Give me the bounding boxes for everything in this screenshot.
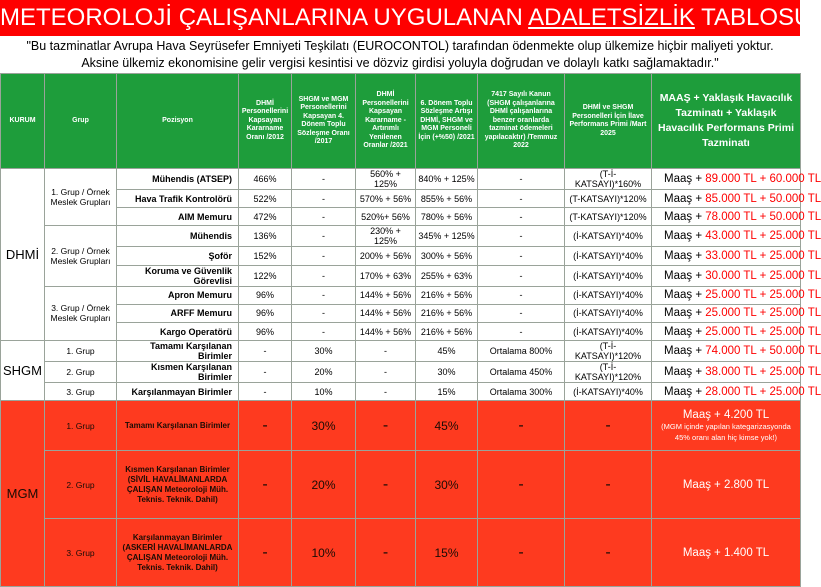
value-cell: - <box>292 265 356 286</box>
value-cell: 780% + 56% <box>416 208 478 226</box>
table-row <box>1 401 801 451</box>
value-cell: 30% <box>292 401 356 451</box>
total-cell <box>652 265 821 286</box>
value-cell: - <box>478 208 565 226</box>
value-cell: 10% <box>292 519 356 587</box>
table-row <box>1 208 801 226</box>
maas-label: Maaş + <box>664 230 703 243</box>
value-cell: - <box>478 322 565 340</box>
table-row <box>1 247 801 265</box>
value-cell: (İ-KATSAYI)*40% <box>565 304 652 322</box>
kurum-cell: MGM <box>1 401 45 587</box>
value-cell: 170% + 63% <box>356 265 416 286</box>
total-cell <box>652 208 821 226</box>
value-cell: 200% + 56% <box>356 247 416 265</box>
tazminat-amount: 89.000 TL <box>705 173 757 185</box>
plus-sign: + <box>759 192 767 205</box>
maas-label: Maaş <box>682 478 711 491</box>
maas-label: Maaş <box>682 546 711 559</box>
tazminat-amount: 85.000 TL <box>705 192 757 205</box>
total-cell <box>652 451 801 519</box>
tazminat-amount: 25.000 TL <box>705 289 757 302</box>
kurum-cell: SHGM <box>1 341 45 401</box>
prim-amount: 50.000 TL <box>769 345 821 358</box>
value-cell: - <box>478 190 565 208</box>
subtitle-line-2: Aksine ülkemiz ekonomisine gelir vergisi kesintisi ve dözviz girdisi yoluyla doğrudan ve dolaylı katkı sağlamaktadır." <box>81 56 719 70</box>
maas-label: Maaş + <box>664 385 703 398</box>
header-2012: DHMİ Personellerini Kapsayan Kararname Oranı /2012 <box>239 74 292 169</box>
value-cell: 152% <box>239 247 292 265</box>
value-cell: (T-İ-KATSAYI)*120% <box>565 362 652 383</box>
value-cell: - <box>239 451 292 519</box>
grup-cell: 3. Grup <box>45 383 117 401</box>
pozisyon-cell: Koruma ve Güvenlik Görevlisi <box>117 265 239 286</box>
tazminat-amount: 30.000 TL <box>705 269 757 282</box>
value-cell: 45% <box>416 341 478 362</box>
prim-amount: 25.000 TL <box>769 230 821 243</box>
pozisyon-cell: ARFF Memuru <box>117 304 239 322</box>
prim-amount: 50.000 TL <box>769 192 821 205</box>
maas-label: Maaş + <box>664 192 703 205</box>
table-row <box>1 265 801 286</box>
value-cell: - <box>239 341 292 362</box>
total-cell <box>652 519 801 587</box>
maas-label: Maaş + <box>664 173 703 185</box>
value-cell: 10% <box>292 383 356 401</box>
header-pozisyon: Pozisyon <box>117 74 239 169</box>
pozisyon-cell: Tamamı Karşılanan Birimler <box>117 341 239 362</box>
tazminat-amount: + 2.800 TL <box>714 478 770 491</box>
header-2021a: DHMİ Personellerini Kapsayan Kararname - Artırımlı Yenilenen Oranlar /2021 <box>356 74 416 169</box>
pozisyon-cell: Mühendis <box>117 226 239 247</box>
total-cell <box>652 226 821 247</box>
value-cell: 144% + 56% <box>356 286 416 304</box>
value-cell: - <box>478 226 565 247</box>
note-text: (MGM içinde yapılan kategarizasyonda 45% oranı alan hiç kimse yok!) <box>661 421 791 442</box>
grup-cell: 2. Grup <box>45 362 117 383</box>
grup-cell: 1. Grup <box>45 341 117 362</box>
value-cell: - <box>292 247 356 265</box>
value-cell: 522% <box>239 190 292 208</box>
prim-amount: 25.000 TL <box>769 269 821 282</box>
maas-label: Maaş + <box>664 269 703 282</box>
value-cell: 570% + 56% <box>356 190 416 208</box>
value-cell: 300% + 56% <box>416 247 478 265</box>
value-cell: - <box>478 304 565 322</box>
value-cell: - <box>239 362 292 383</box>
value-cell: (T-İ-KATSAYI)*120% <box>565 341 652 362</box>
plus-sign: + <box>759 269 767 282</box>
tazminat-amount: 43.000 TL <box>705 230 757 243</box>
value-cell: 30% <box>416 362 478 383</box>
value-cell: 472% <box>239 208 292 226</box>
maas-label: Maaş + <box>664 210 703 223</box>
page-title: METEOROLOJİ ÇALIŞANLARINA UYGULANAN ADALETSİZLİK TABLOSU <box>0 0 800 36</box>
value-cell: - <box>478 286 565 304</box>
value-cell: - <box>292 190 356 208</box>
value-cell: - <box>478 519 565 587</box>
prim-amount: 25.000 TL <box>769 366 821 379</box>
total-cell <box>652 322 821 340</box>
comparison-table <box>0 73 821 587</box>
header-2022: 7417 Sayılı Kanun (SHGM çalışanlarına DHMİ çalışanlarına benzer oranlarda tazminat ödemeleri yapılacaktır) /Temmuz 2022 <box>478 74 565 169</box>
maas-label: Maaş + <box>664 249 703 262</box>
value-cell: 20% <box>292 362 356 383</box>
value-cell: - <box>239 401 292 451</box>
value-cell: 45% <box>416 401 478 451</box>
pozisyon-cell: Kargo Operatörü <box>117 322 239 340</box>
pozisyon-cell: AIM Memuru <box>117 208 239 226</box>
pozisyon-cell: Kısmen Karşılanan Birimler (SİVİL HAVALİMANLARDA ÇALIŞAN Meteoroloji Müh. Teknis. Teknik. Dahil) <box>117 451 239 519</box>
grup-cell: 1. Grup / Örnek Meslek Grupları <box>45 169 117 226</box>
grup-cell: 2. Grup / Örnek Meslek Grupları <box>45 226 117 286</box>
header-2021b: 6. Dönem Toplu Sözleşme Artışı DHMİ, SHGM ve MGM Personeli İçin (+%50) /2021 <box>416 74 478 169</box>
total-cell <box>652 401 801 451</box>
header-total: MAAŞ + Yaklaşık Havacılık Tazminatı + Yaklaşık Havacılık Performans Primi Tazminatı <box>652 74 801 169</box>
value-cell: (T-KATSAYI)*120% <box>565 208 652 226</box>
value-cell: (İ-KATSAYI)*40% <box>565 265 652 286</box>
value-cell: 96% <box>239 304 292 322</box>
value-cell: - <box>356 362 416 383</box>
value-cell: - <box>565 451 652 519</box>
maas-label: Maaş + <box>664 289 703 302</box>
table-row <box>1 383 801 401</box>
header-2017: SHGM ve MGM Personellerini Kapsayan 4. Dönem Toplu Sözleşme Oranı /2017 <box>292 74 356 169</box>
maas-label: Maaş + <box>664 307 703 320</box>
tazminat-amount: 25.000 TL <box>705 325 757 338</box>
value-cell: 30% <box>292 341 356 362</box>
value-cell: (İ-KATSAYI)*40% <box>565 247 652 265</box>
plus-sign: + <box>759 385 767 398</box>
total-cell <box>652 247 821 265</box>
plus-sign: + <box>759 307 767 320</box>
value-cell: 96% <box>239 286 292 304</box>
table-row <box>1 362 801 383</box>
grup-cell: 2. Grup <box>45 451 117 519</box>
value-cell: (T-KATSAYI)*120% <box>565 190 652 208</box>
maas-label: Maaş + <box>664 366 703 379</box>
value-cell: Ortalama 450% <box>478 362 565 383</box>
tazminat-amount: 38.000 TL <box>705 366 757 379</box>
subtitle-line-1: "Bu tazminatlar Avrupa Hava Seyrüsefer Emniyeti Teşkilatı (EUROCONTOL) tarafından ödenmekte olup ülkemize hiçbir maliyeti yoktur. <box>26 39 774 53</box>
value-cell: 15% <box>416 519 478 587</box>
table-row <box>1 169 801 190</box>
value-cell: - <box>292 169 356 190</box>
value-cell: 216% + 56% <box>416 322 478 340</box>
pozisyon-cell: Tamamı Karşılanan Birimler <box>117 401 239 451</box>
value-cell: 840% + 125% <box>416 169 478 190</box>
plus-sign: + <box>759 210 767 223</box>
value-cell: 15% <box>416 383 478 401</box>
plus-sign: + <box>759 345 767 358</box>
value-cell: - <box>356 401 416 451</box>
table-row <box>1 304 801 322</box>
value-cell: - <box>478 401 565 451</box>
value-cell: - <box>292 304 356 322</box>
table-row <box>1 226 801 247</box>
value-cell: - <box>239 519 292 587</box>
value-cell: 96% <box>239 322 292 340</box>
total-cell <box>652 341 821 362</box>
value-cell: 466% <box>239 169 292 190</box>
prim-amount: 25.000 TL <box>769 307 821 320</box>
plus-sign: + <box>759 230 767 243</box>
pozisyon-cell: Hava Trafik Kontrolörü <box>117 190 239 208</box>
value-cell: 144% + 56% <box>356 304 416 322</box>
value-cell: 230% + 125% <box>356 226 416 247</box>
grup-cell: 3. Grup / Örnek Meslek Grupları <box>45 286 117 341</box>
value-cell: - <box>356 519 416 587</box>
prim-amount: 60.000 TL <box>769 173 821 185</box>
value-cell: - <box>565 401 652 451</box>
plus-sign: + <box>759 173 767 185</box>
plus-sign: + <box>759 325 767 338</box>
table-row <box>1 341 801 362</box>
plus-sign: + <box>759 366 767 379</box>
value-cell: - <box>292 322 356 340</box>
prim-amount: 25.000 TL <box>769 385 821 398</box>
value-cell: Ortalama 800% <box>478 341 565 362</box>
grup-cell: 1. Grup <box>45 401 117 451</box>
maas-label: Maaş + <box>664 325 703 338</box>
total-cell <box>652 383 821 401</box>
prim-amount: 50.000 TL <box>769 210 821 223</box>
value-cell: - <box>239 383 292 401</box>
total-cell <box>652 190 821 208</box>
total-cell <box>652 286 821 304</box>
value-cell: (İ-KATSAYI)*40% <box>565 226 652 247</box>
value-cell: (İ-KATSAYI)*40% <box>565 286 652 304</box>
header-kurum: KURUM <box>1 74 45 169</box>
value-cell: - <box>478 247 565 265</box>
pozisyon-cell: Apron Memuru <box>117 286 239 304</box>
pozisyon-cell: Kısmen Karşılanan Birimler <box>117 362 239 383</box>
value-cell: 560% + 125% <box>356 169 416 190</box>
table-header-row <box>1 74 801 169</box>
pozisyon-cell: Karşılanmayan Birimler <box>117 383 239 401</box>
pozisyon-cell: Şoför <box>117 247 239 265</box>
value-cell: - <box>478 265 565 286</box>
page-subtitle <box>0 36 800 73</box>
title-highlight: ADALETSİZLİK <box>528 4 695 31</box>
value-cell: - <box>356 451 416 519</box>
total-cell <box>652 304 821 322</box>
header-2025: DHMİ ve SHGM Personelleri İçin İlave Performans Primi /Mart 2025 <box>565 74 652 169</box>
value-cell: 122% <box>239 265 292 286</box>
total-cell <box>652 169 821 190</box>
header-grup: Grup <box>45 74 117 169</box>
maas-label: Maaş + <box>664 345 703 358</box>
table-row <box>1 451 801 519</box>
value-cell: - <box>478 169 565 190</box>
value-cell: 855% + 56% <box>416 190 478 208</box>
tazminat-amount: + 4.200 TL <box>714 408 770 421</box>
value-cell: (İ-KATSAYI)*40% <box>565 383 652 401</box>
value-cell: 345% + 125% <box>416 226 478 247</box>
value-cell: 216% + 56% <box>416 304 478 322</box>
table-row <box>1 322 801 340</box>
value-cell: 20% <box>292 451 356 519</box>
table-row <box>1 519 801 587</box>
plus-sign: + <box>759 249 767 262</box>
value-cell: 255% + 63% <box>416 265 478 286</box>
table-row <box>1 286 801 304</box>
value-cell: Ortalama 300% <box>478 383 565 401</box>
value-cell: - <box>478 451 565 519</box>
table-row <box>1 190 801 208</box>
tazminat-amount: 74.000 TL <box>705 345 757 358</box>
value-cell: - <box>292 286 356 304</box>
value-cell: (T-İ-KATSAYI)*160% <box>565 169 652 190</box>
value-cell: 144% + 56% <box>356 322 416 340</box>
value-cell: 136% <box>239 226 292 247</box>
tazminat-amount: 78.000 TL <box>705 210 757 223</box>
value-cell: - <box>356 383 416 401</box>
prim-amount: 25.000 TL <box>769 249 821 262</box>
tazminat-amount: 33.000 TL <box>705 249 757 262</box>
maas-label: Maaş <box>682 408 711 421</box>
prim-amount: 25.000 TL <box>769 325 821 338</box>
value-cell: 30% <box>416 451 478 519</box>
value-cell: - <box>356 341 416 362</box>
grup-cell: 3. Grup <box>45 519 117 587</box>
value-cell: - <box>292 208 356 226</box>
pozisyon-cell: Mühendis (ATSEP) <box>117 169 239 190</box>
prim-amount: 25.000 TL <box>769 289 821 302</box>
plus-sign: + <box>759 289 767 302</box>
tazminat-amount: + 1.400 TL <box>714 546 770 559</box>
value-cell: - <box>565 519 652 587</box>
tazminat-amount: 25.000 TL <box>705 307 757 320</box>
value-cell: 520%+ 56% <box>356 208 416 226</box>
value-cell: 216% + 56% <box>416 286 478 304</box>
pozisyon-cell: Karşılanmayan Birimler (ASKERİ HAVALİMANLARDA ÇALIŞAN Meteoroloji Müh. Teknis. Teknik. Dahil) <box>117 519 239 587</box>
tazminat-amount: 28.000 TL <box>705 385 757 398</box>
value-cell: - <box>292 226 356 247</box>
value-cell: (İ-KATSAYI)*40% <box>565 322 652 340</box>
total-cell <box>652 362 821 383</box>
kurum-cell: DHMİ <box>1 169 45 341</box>
